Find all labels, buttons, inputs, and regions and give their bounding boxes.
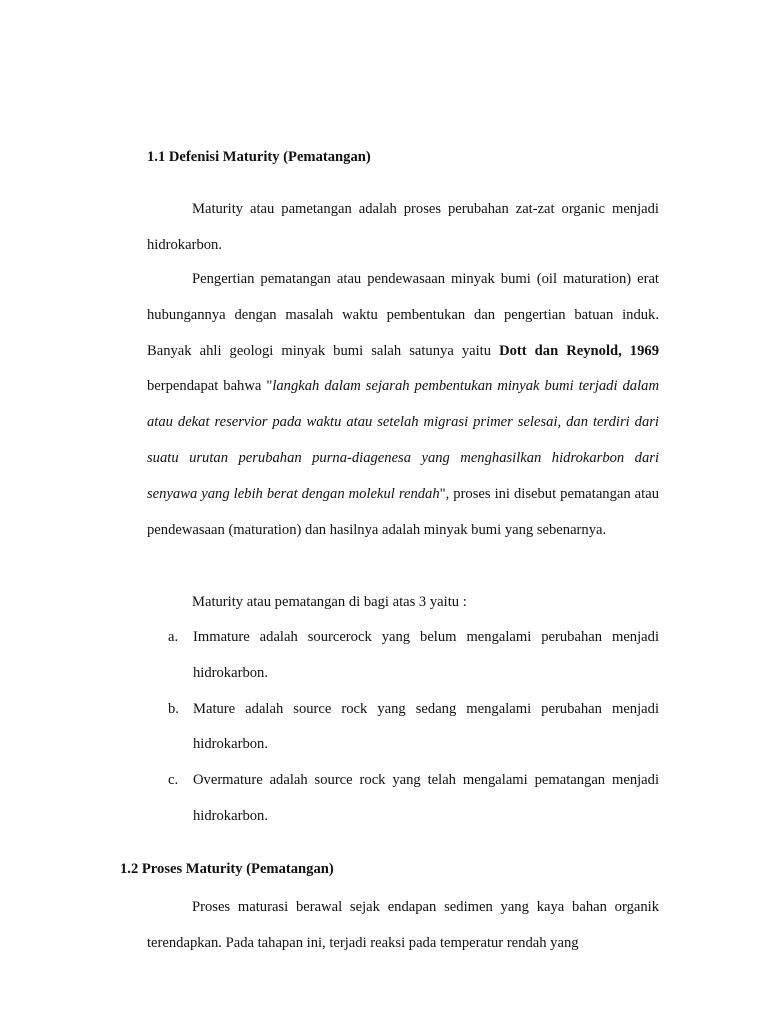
list-item-text: Immature adalah sourcerock yang belum mengalami perubahan menjadi hidrokarbon. [193, 629, 659, 681]
list-item-text: Overmature adalah source rock yang telah mengalami pematangan menjadi hidrokarbon. [193, 772, 659, 824]
quoted-definition: langkah dalam sejarah pembentukan minyak bumi terjadi dalam atau dekat reservior pada waktu atau setelah migrasi primer selesai, dan terdiri dari suatu urutan perubahan purna-diagenesa yang menghasilkan hidrokarbon dari senyawa yang lebih berat dengan molekul rendah [147, 378, 659, 502]
paragraph-2-text-a: Pengertian pematangan atau pendewasaan minyak bumi (oil maturation) erat hubungannya dengan masalah waktu pembentukan dan pengertian batuan induk. Banyak ahli geologi minyak bumi salah satunya yaitu [147, 271, 659, 359]
paragraph-2-text-b: berpendapat bahwa [147, 378, 267, 395]
section-1-paragraph-3: Maturity atau pematangan di bagi atas 3 yaitu : [192, 594, 467, 610]
maturity-types-list [168, 620, 659, 835]
citation-author: Dott dan Reynold, 1969 [499, 342, 659, 359]
list-item-text: Mature adalah source rock yang sedang mengalami perubahan menjadi hidrokarbon. [193, 700, 659, 753]
list-item [168, 692, 659, 764]
section-2-heading: 1.2 Proses Maturity (Pematangan) [120, 861, 334, 877]
list-marker: b. [168, 700, 179, 717]
list-item [168, 620, 659, 692]
list-marker: a. [168, 629, 179, 645]
paragraph-2-text-c: ", proses ini disebut pematangan atau pendewasaan (maturation) dan hasilnya adalah minyak bumi yang sebenarnya. [147, 485, 659, 538]
list-marker: c. [168, 772, 179, 789]
list-item [168, 763, 659, 835]
quote-open: " [266, 378, 273, 395]
section-1-paragraph-1: Maturity atau pametangan adalah proses perubahan zat-zat organic menjadi hidrokarbon. [147, 201, 659, 253]
section-1-paragraph-2 [147, 262, 659, 548]
section-1-heading: 1.1 Defenisi Maturity (Pematangan) [147, 149, 371, 165]
section-2-paragraph-1: Proses maturasi berawal sejak endapan sedimen yang kaya bahan organik terendapkan. Pada tahapan ini, terjadi reaksi pada temperatur rendah yang [147, 899, 659, 951]
